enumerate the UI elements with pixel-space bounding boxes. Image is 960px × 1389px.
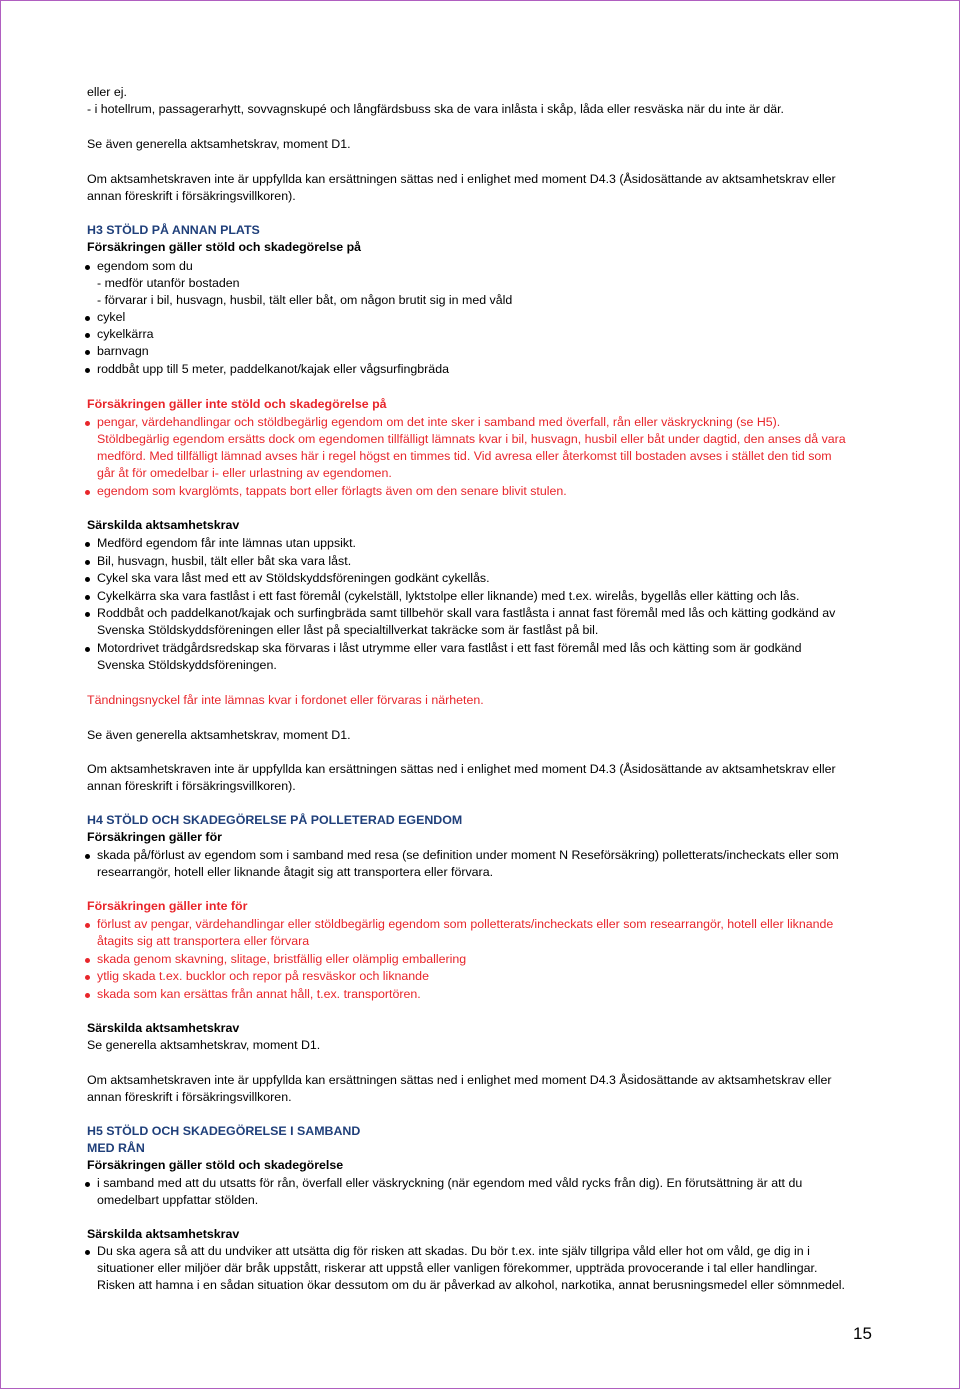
list-item-continuation: Svenska Stöldskyddsföreningen eller låst på specialtillverkat takräcke som är fastlåst på bil. <box>97 623 599 637</box>
paragraph-line: annan föreskrift i försäkringsvillkoren). <box>87 189 296 203</box>
paragraph-line: Om aktsamhetskraven inte är uppfyllda kan ersättningen sättas ned i enlighet med moment D4.3 (Åsidosättande av aktsamhetskrav eller <box>87 762 836 776</box>
list-subitem: - förvarar i bil, husvagn, husbil, tält eller båt, om någon brutit sig in med våld <box>97 293 513 307</box>
list-item: Du ska agera så att du undviker att utsätta dig för risken att skadas. Du bör t.ex. inte själv tillgripa våld eller hot om våld, ge dig in i <box>97 1244 810 1258</box>
list-item-continuation: researrangör, hotell eller liknande åtagit sig att transportera eller förvara. <box>97 865 494 879</box>
paragraph-line: Om aktsamhetskraven inte är uppfyllda kan ersättningen sättas ned i enlighet med moment D4.3 (Åsidosättande av aktsamhetskrav eller <box>87 172 836 186</box>
list-item: förlust av pengar, värdehandlingar eller stöldbegärlig egendom som polletterats/incheckats eller som researrangör, hotell eller liknande <box>97 917 834 931</box>
section-heading-h5: H5 STÖLD OCH SKADEGÖRELSE I SAMBAND <box>87 1124 361 1138</box>
list-item: egendom som du <box>97 259 193 273</box>
bullet-icon <box>85 923 90 928</box>
bullet-icon <box>85 490 90 495</box>
paragraph-line: eller ej. <box>87 85 127 99</box>
bullet-icon <box>85 333 90 338</box>
list-item-continuation: Risken att hamna i en sådan situation ökar dessutom om du är påverkad av alkohol, narkotika, annat berusningsmedel eller sömnmedel. <box>97 1278 845 1292</box>
list-item: pengar, värdehandlingar och stöldbegärlig egendom om det inte sker i samband med överfall, rån eller väskryckning (se H5). <box>97 415 781 429</box>
list-item-continuation: medförd. Med tillfälligt lämnad avses här i regel högst en timmes tid. Vid avresa eller återkomst till bostaden avses i stället den tid som <box>97 449 832 463</box>
section-heading-h4: H4 STÖLD OCH SKADEGÖRELSE PÅ POLLETERAD EGENDOM <box>87 813 463 827</box>
subheading-exclusions: Försäkringen gäller inte stöld och skadegörelse på <box>87 397 387 411</box>
see-also-text: Se generella aktsamhetskrav, moment D1. <box>87 1038 321 1052</box>
list-item: cykel <box>97 310 126 324</box>
list-item: Roddbåt och paddelkanot/kajak och surfingbräda samt tillbehör skall vara fastlåsta i annat fast föremål med lås och kätting godkänd av <box>97 606 836 620</box>
list-item: Medförd egendom får inte lämnas utan uppsikt. <box>97 536 356 550</box>
bullet-icon <box>85 854 90 859</box>
list-item-continuation: omedelbart uppfattar stölden. <box>97 1193 259 1207</box>
see-also-text: Se även generella aktsamhetskrav, moment D1. <box>87 137 351 151</box>
list-item: i samband med att du utsatts för rån, överfall eller väskryckning (när egendom med våld rycks från dig). En förutsättning är att du <box>97 1176 803 1190</box>
list-item: skada på/förlust av egendom som i samband med resa (se definition under moment N Reseförsäkring) polletterats/incheckats eller som <box>97 848 839 862</box>
section-heading-h5-cont: MED RÅN <box>87 1141 145 1155</box>
list-item: skada som kan ersättas från annat håll, t.ex. transportören. <box>97 987 421 1001</box>
bullet-icon <box>85 958 90 963</box>
subheading: Särskilda aktsamhetskrav <box>87 518 240 532</box>
list-item: roddbåt upp till 5 meter, paddelkanot/kajak eller vågsurfingbräda <box>97 362 449 376</box>
list-item: Bil, husvagn, husbil, tält eller båt ska vara låst. <box>97 554 352 568</box>
section-heading-h3: H3 STÖLD PÅ ANNAN PLATS <box>87 223 260 237</box>
list-item-continuation: åtagits sig att transportera eller förvara <box>97 934 310 948</box>
bullet-icon <box>85 316 90 321</box>
subheading: Försäkringen gäller stöld och skadegörelse <box>87 1158 344 1172</box>
bullet-icon <box>85 1182 90 1187</box>
bullet-icon <box>85 1250 90 1255</box>
subheading: Särskilda aktsamhetskrav <box>87 1227 240 1241</box>
paragraph-line: Om aktsamhetskraven inte är uppfyllda kan ersättningen sättas ned i enlighet med moment D4.3 Åsidosättande av aktsamhetskrav eller <box>87 1073 832 1087</box>
bullet-icon <box>85 421 90 426</box>
bullet-icon <box>85 350 90 355</box>
list-item-continuation: går åt för omedelbar i- eller urlastning av egendomen. <box>97 466 392 480</box>
paragraph-line: - i hotellrum, passagerarhytt, sovvagnskupé och långfärdsbuss ska de vara inlåsta i skåp, låda eller resväska när du inte är där. <box>87 102 784 116</box>
list-item: ytlig skada t.ex. bucklor och repor på resväskor och liknande <box>97 969 429 983</box>
page-number: 15 <box>853 1324 872 1343</box>
bullet-icon <box>85 993 90 998</box>
bullet-icon <box>85 368 90 373</box>
subheading: Försäkringen gäller för <box>87 830 222 844</box>
list-item: Cykel ska vara låst med ett av Stöldskyddsföreningen godkänt cykellås. <box>97 571 490 585</box>
list-subitem: - medför utanför bostaden <box>97 276 240 290</box>
bullet-icon <box>85 612 90 617</box>
list-item: cykelkärra <box>97 327 154 341</box>
subheading-exclusions: Försäkringen gäller inte för <box>87 899 248 913</box>
list-item-continuation: Stöldbegärlig egendom ersätts dock om egendomen tillfälligt lämnats kvar i bil, husvagn, husbil eller båt under dagtid, den anses då vara <box>97 432 846 446</box>
list-item: barnvagn <box>97 344 149 358</box>
warning-text: Tändningsnyckel får inte lämnas kvar i fordonet eller förvaras i närheten. <box>87 693 484 707</box>
subheading: Försäkringen gäller stöld och skadegörelse på <box>87 240 362 254</box>
list-item: Motordrivet trädgårdsredskap ska förvaras i låst utrymme eller vara fastlåst i ett fast föremål med lås och kätting som är godkänd <box>97 641 802 655</box>
paragraph-line: annan föreskrift i försäkringsvillkoren. <box>87 1090 292 1104</box>
bullet-icon <box>85 595 90 600</box>
bullet-icon <box>85 265 90 270</box>
list-item: egendom som kvarglömts, tappats bort eller förlagts även om den senare blivit stulen. <box>97 484 567 498</box>
see-also-text: Se även generella aktsamhetskrav, moment D1. <box>87 728 351 742</box>
bullet-icon <box>85 542 90 547</box>
list-item-continuation: situationer eller miljöer där bråk uppstått, riskerar att uppstå eller vanligen förekommer, uppträda provocerande i tal eller handlingar. <box>97 1261 818 1275</box>
paragraph-line: annan föreskrift i försäkringsvillkoren). <box>87 779 296 793</box>
bullet-icon <box>85 975 90 980</box>
bullet-icon <box>85 577 90 582</box>
list-item-continuation: Svenska Stöldskyddsföreningen. <box>97 658 277 672</box>
subheading: Särskilda aktsamhetskrav <box>87 1021 240 1035</box>
bullet-icon <box>85 647 90 652</box>
list-item: skada genom skavning, slitage, bristfällig eller olämplig emballering <box>97 952 467 966</box>
list-item: Cykelkärra ska vara fastlåst i ett fast föremål (cykelställ, lyktstolpe eller liknande) med t.ex. wirelås, bygellås eller kätting och lås. <box>97 589 800 603</box>
bullet-icon <box>85 560 90 565</box>
